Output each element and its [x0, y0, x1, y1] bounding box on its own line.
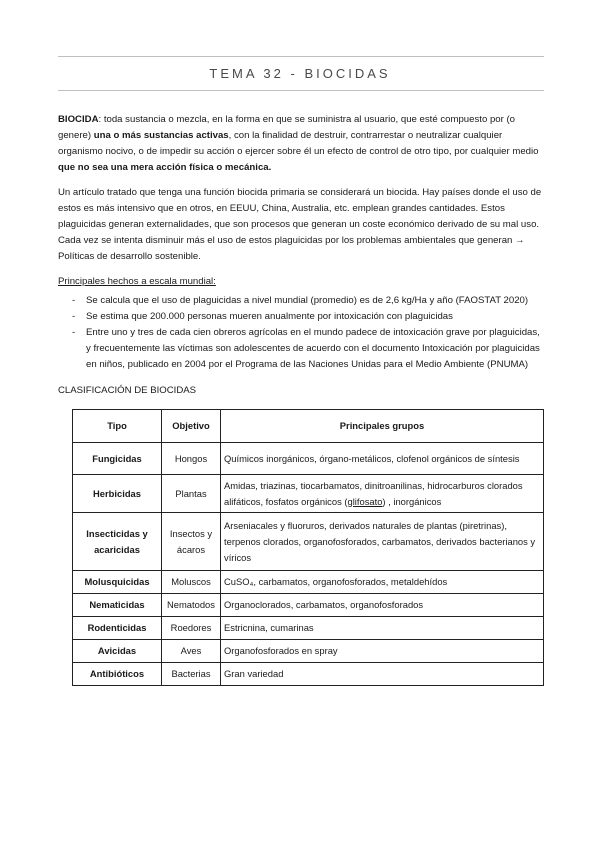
cell-grupos: Organofosforados en spray — [221, 640, 544, 663]
definition-term: BIOCIDA — [58, 114, 99, 125]
list-item: - Entre uno y tres de cada cien obreros agrícolas en el mundo padece de intoxicación grave por plaguicidas, y frecuentemente las víctimas son adolescentes de acuerdo con el documento Intoxicación por plaguicidas en niños, publicado en 2004 por el Programa de las Naciones Unidas para el Medio Ambiente (PNUMA) — [86, 325, 544, 373]
cell-tipo: Avicidas — [73, 640, 162, 663]
cell-grupos: Gran variedad — [221, 663, 544, 686]
cell-tipo: Molusquicidas — [73, 571, 162, 594]
table-row — [73, 594, 544, 617]
page-title: TEMA 32 - BIOCIDAS — [209, 66, 391, 81]
table-row — [73, 443, 544, 475]
cell-objetivo: Insectos y ácaros — [162, 513, 221, 571]
definition-text-1: : toda sustancia o mezcla, en la forma en que se suministra al usuario, que esté compuesto por (o genere) — [58, 114, 516, 141]
context-paragraph: Un artículo tratado que tenga una función biocida primaria se considerará un biocida. Hay países donde el uso de estos es más intensivo que en otros, en EEUU, China, Australia, etc. emplean grandes cantidades. Estos plaguicidas generan externalidades, que son procesos que generan un coste económico derivado de su mal uso. Cada vez se intenta disminuir más el uso de estos plaguicidas por los problemas ambientales que generan → Políticas de desarrollo sostenible. — [58, 187, 542, 262]
cell-objetivo: Aves — [162, 640, 221, 663]
cell-tipo: Insecticidas y acaricidas — [73, 513, 162, 571]
glifosato-underlined: glifosato — [347, 495, 383, 507]
top-rule — [58, 56, 544, 57]
cell-objetivo: Nematodos — [162, 594, 221, 617]
header-objetivo: Objetivo — [162, 410, 221, 443]
cell-grupos: Químicos inorgánicos, órgano-metálicos, clofenol orgánicos de síntesis — [221, 443, 544, 475]
definition-text-2: , con la finalidad de destruir, contrarrestar o neutralizar cualquier organismo nocivo, o de impedir su acción o ejercer sobre él un efecto de control de otro tipo, por cualquier medio — [58, 130, 539, 157]
cell-grupos: Estricnina, cumarinas — [221, 617, 544, 640]
header-tipo: Tipo — [73, 410, 162, 443]
list-item: - Se estima que 200.000 personas mueren anualmente por intoxicación con plaguicidas — [86, 309, 544, 325]
table-row — [73, 663, 544, 686]
cell-grupos — [221, 475, 544, 513]
cell-tipo: Antibióticos — [73, 663, 162, 686]
document-body — [58, 112, 544, 686]
cell-grupos: Organoclorados, carbamatos, organofosforados — [221, 594, 544, 617]
cell-tipo: Nematicidas — [73, 594, 162, 617]
title-underline — [58, 90, 544, 91]
table-row — [73, 571, 544, 594]
cell-objetivo: Plantas — [162, 475, 221, 513]
cell-grupos: CuSO₄, carbamatos, organofosforados, metaldehídos — [221, 571, 544, 594]
cell-objetivo: Bacterias — [162, 663, 221, 686]
definition-bold-2: que no sea una mera acción física o mecánica. — [58, 162, 272, 173]
grupos-text: Amidas, triazinas, tiocarbamatos, dinitroanilinas, hidrocarburos clorados alifáticos, fosfatos orgánicos ( — [224, 479, 523, 507]
header-grupos: Principales grupos — [221, 410, 544, 443]
cell-grupos: Arseniacales y fluoruros, derivados naturales de plantas (piretrinas), terpenos clorados, organofosforados, carbamatos, derivados bacterianos y víricos — [221, 513, 544, 571]
grupos-text: ) , inorgánicos — [382, 495, 442, 507]
cell-objetivo: Moluscos — [162, 571, 221, 594]
table-row — [73, 640, 544, 663]
definition-bold-1: una o más sustancias activas — [93, 130, 229, 141]
cell-tipo: Fungicidas — [73, 443, 162, 475]
cell-objetivo: Roedores — [162, 617, 221, 640]
biocides-table — [72, 409, 544, 686]
table-row — [73, 475, 544, 513]
table-row — [73, 513, 544, 571]
table-row — [73, 617, 544, 640]
table-header-row — [73, 410, 544, 443]
cell-tipo: Rodenticidas — [73, 617, 162, 640]
cell-tipo: Herbicidas — [73, 475, 162, 513]
facts-heading: Principales hechos a escala mundial: — [58, 276, 216, 287]
facts-list — [58, 293, 544, 373]
list-item: - Se calcula que el uso de plaguicidas a nivel mundial (promedio) es de 2,6 kg/Ha y año (FAOSTAT 2020) — [86, 293, 544, 309]
definition-paragraph — [58, 112, 544, 176]
classification-heading: CLASIFICACIÓN DE BIOCIDAS — [58, 385, 197, 396]
cell-objetivo: Hongos — [162, 443, 221, 475]
